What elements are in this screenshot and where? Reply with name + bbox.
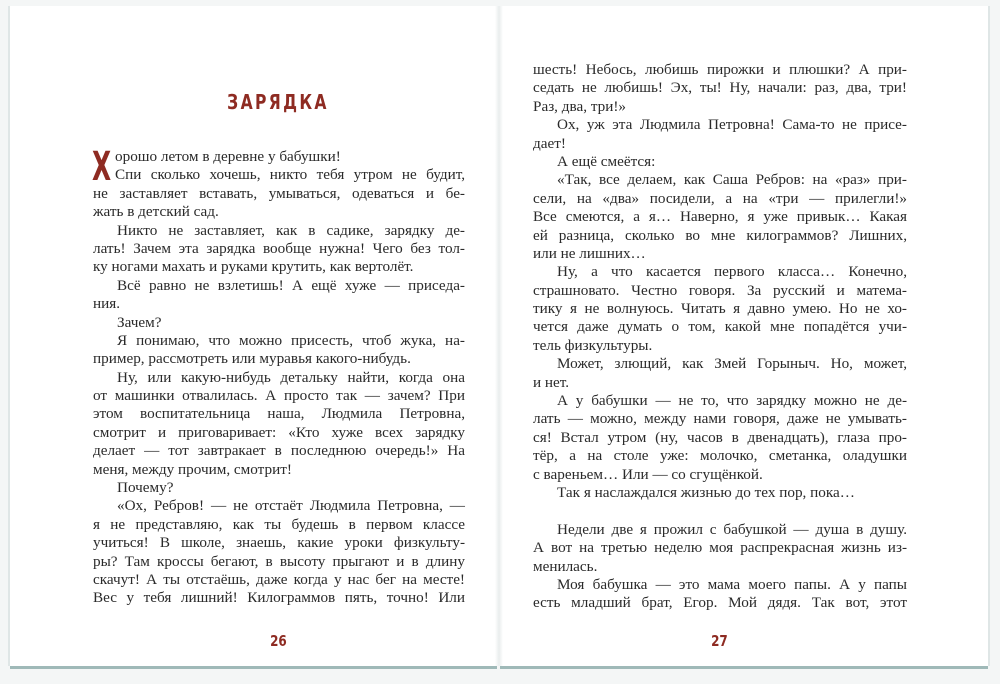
text-line: или не лишних…: [533, 244, 646, 262]
text-line: Недели две я прожил с бабушкой — душа в душу.: [557, 520, 907, 538]
text-line: А у бабушки — не то, что зарядку можно не де-: [557, 392, 907, 410]
text-line: лать! Зачем эта зарядка вообще нужна! Чего без тол-: [93, 239, 465, 257]
text-line: А вот на третью неделю моя распрекрасная жизнь из-: [533, 539, 907, 557]
text-line: «Ох, Ребров! — не отстаёт Людмила Петровна, —: [117, 497, 465, 515]
paragraph: [93, 369, 465, 479]
paragraph: [533, 263, 907, 355]
text-line: Моя бабушка — это мама моего папы. А у папы: [557, 575, 907, 593]
text-line: ся! Встал утром (ну, часов в двенадцать), глаза про-: [533, 428, 907, 446]
paragraph: [93, 222, 465, 277]
paragraph: [93, 314, 465, 332]
paragraph: [533, 355, 907, 392]
text-line: тику я не волнуюсь. Читать я давно умею. Но не хо-: [533, 300, 907, 318]
text-line: с вареньем… Или — со сгущёнкой.: [533, 465, 763, 483]
paragraph: [93, 479, 465, 497]
paragraph: [533, 171, 907, 263]
text-line: тель физкультуры.: [533, 336, 653, 354]
text-line: А ещё смеётся:: [557, 152, 656, 170]
text-line: шесть! Небось, любишь пирожки и плюшки? А при-: [533, 61, 907, 78]
text-line: Все смеются, а я… Наверно, я уже привык… Какая: [533, 208, 907, 226]
text-line: смотрит и приговаривает: «Кто хуже всех зарядку: [93, 423, 465, 441]
text-line: Может, злющий, как Змей Горыныч. Но, может,: [557, 355, 907, 373]
text-line: менилась.: [533, 557, 598, 575]
text-line: есть младший брат, Егор. Мой дядя. Так вот, этот: [533, 594, 907, 612]
text-line: Спи сколько хочешь, никто тебя утром не будит,: [115, 166, 465, 184]
text-line: Вес у тебя лишний! Килограммов пять, точно! Или: [93, 589, 465, 607]
paragraph: [533, 521, 907, 576]
drop-cap: Х: [92, 150, 112, 184]
paragraph: [93, 497, 465, 607]
text-line: «Так, все делаем, как Саша Ребров: на «раз» при-: [557, 171, 907, 189]
right-page-text: [533, 61, 907, 613]
text-line: Ну, а что касается первого класса… Конечно,: [557, 263, 907, 281]
text-line: Так я наслаждался жизнью до тех пор, пока…: [557, 483, 855, 501]
text-line: тёр, а на столе уже: молочко, сметанка, оладушки: [533, 447, 907, 465]
text-line: пример, рассмотреть или муравья какого-нибудь.: [93, 350, 411, 368]
left-page: [10, 6, 497, 666]
left-page-text: [93, 148, 465, 608]
text-line: от машинки отвалилась. А просто так — зачем? При: [93, 387, 465, 405]
text-line: Зачем?: [117, 313, 162, 331]
paragraph: [533, 116, 907, 153]
paragraph: [533, 576, 907, 613]
text-line: орошо летом в деревне у бабушки!: [115, 148, 341, 165]
text-line: Раз, два, три!»: [533, 97, 627, 115]
right-page: [500, 6, 988, 666]
text-line: жать в детский сад.: [93, 203, 219, 221]
paragraph: [93, 166, 465, 221]
text-line: дает!: [533, 134, 566, 152]
chapter-title: ЗАРЯДКА: [227, 90, 329, 114]
page-number-right: 27: [711, 632, 728, 650]
paragraph: [93, 277, 465, 314]
text-line: Всё равно не взлетишь! А ещё хуже — приседа-: [117, 276, 465, 294]
text-line: сели, на «два» посидели, а на «три — прилегли!»: [533, 189, 907, 207]
paragraph: [93, 148, 465, 166]
text-line: Я понимаю, что можно присесть, чтоб жука, на-: [117, 331, 465, 349]
text-line: меня, между прочим, смотрит!: [93, 460, 292, 478]
paragraph: [533, 484, 907, 502]
page-number-left: 26: [270, 632, 287, 650]
text-line: делает — тот завтракает в последнюю очередь!» На: [93, 442, 465, 460]
text-line: скачут! А ты отстаёшь, даже когда у нас бег на месте!: [93, 570, 465, 588]
text-line: ей разница, сколько во мне килограммов? Лишних,: [533, 226, 907, 244]
text-line: страшновато. Честно говоря. За русский и матема-: [533, 281, 907, 299]
text-line: Никто не заставляет, как в садике, зарядку де-: [117, 221, 465, 239]
paragraph: [93, 332, 465, 369]
book-spine-fold: [495, 6, 503, 666]
text-line: Ох, уж эта Людмила Петровна! Сама-то не присе-: [557, 116, 907, 134]
text-line: ния.: [93, 295, 121, 313]
text-line: этом воспитательница наша, Людмила Петровна,: [93, 405, 465, 423]
text-line: Почему?: [117, 479, 174, 497]
text-line: ры? Там кроссы бегают, в высоту прыгают и в длину: [93, 552, 465, 570]
text-line: ку ногами махать и руками крутить, как вертолёт.: [93, 258, 414, 276]
section-break: [533, 502, 907, 520]
text-line: и нет.: [533, 373, 570, 391]
text-line: седать не любишь! Эх, ты! Ну, начали: раз, два, три!: [533, 79, 907, 97]
text-line: Ну, или какую-нибудь детальку найти, когда она: [117, 368, 465, 386]
text-line: я не представляю, как ты будешь в первом классе: [93, 515, 465, 533]
text-line: чется даже думать о том, какой мне попадётся учи-: [533, 318, 907, 336]
paragraph: [533, 153, 907, 171]
text-line: учиться! В школе, знаешь, какие уроки физкульту-: [93, 534, 465, 552]
paragraph: [533, 392, 907, 484]
text-line: лать — можно, между нами говоря, даже не умывать-: [533, 410, 907, 428]
paragraph: [533, 61, 907, 116]
text-line: не заставляет вставать, умываться, одеваться и бе-: [93, 184, 465, 202]
